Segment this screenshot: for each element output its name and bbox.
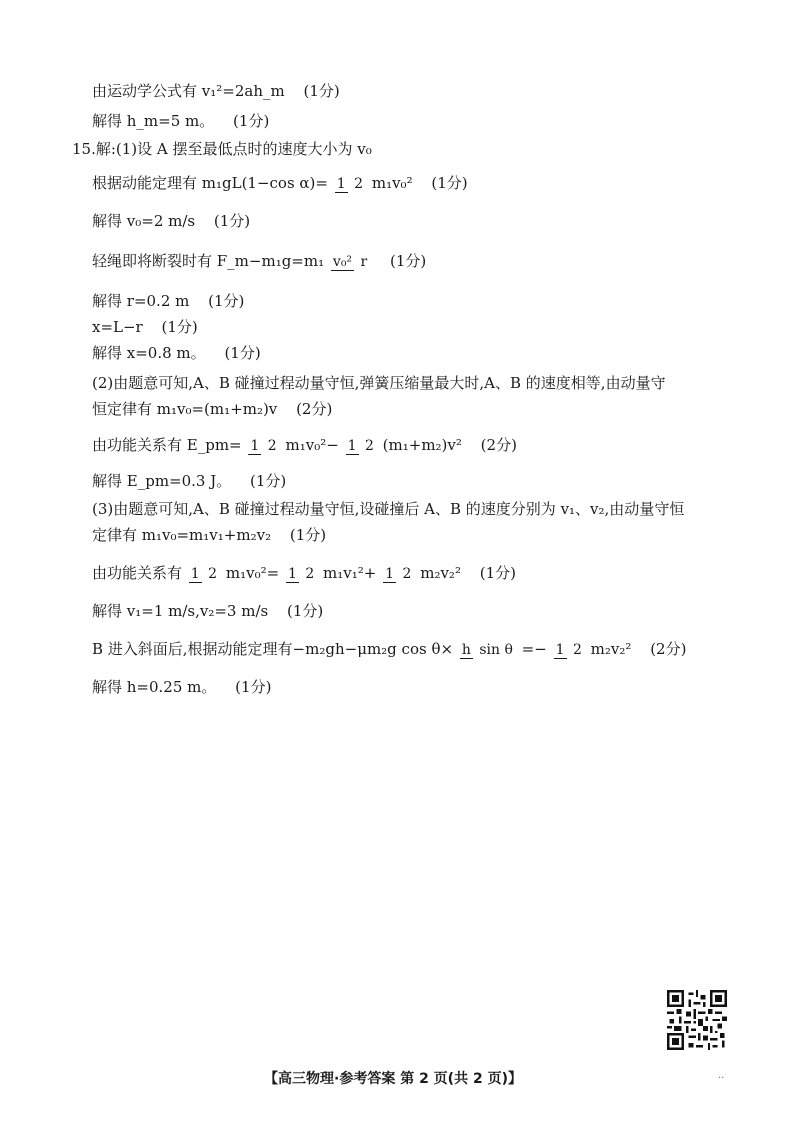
corner-mark: .. [718, 1070, 725, 1081]
line-momentum-2 [92, 524, 326, 546]
formula-text: B 进入斜面后,根据动能定理有−m₂gh−μm₂g cos θ× [92, 640, 454, 658]
score-label: (1分) [479, 564, 516, 582]
fraction-numerator: 1 [287, 565, 297, 582]
formula-text: 由运动学公式有 v₁²=2ah_m [92, 82, 285, 100]
formula-text: =− [521, 640, 547, 658]
score-label: (1分) [289, 526, 327, 544]
fraction [346, 438, 376, 455]
fraction-denominator: 2 [402, 565, 412, 582]
formula-text: m₂v₂² [420, 564, 461, 582]
score-label: (2分) [296, 400, 333, 418]
formula-text: 由功能关系有 [92, 564, 183, 582]
formula-text: 解得 v₀=2 m/s [92, 212, 196, 230]
formula-text: 解得 h_m=5 m。 [92, 112, 215, 130]
score-label: (1分) [233, 112, 270, 130]
formula-text: 由功能关系有 E_pm= [92, 436, 242, 454]
question-text: 15.解:(1)设 A 摆至最低点时的速度大小为 v₀ [72, 140, 372, 158]
formula-text: 恒定律有 m₁v₀=(m₁+m₂)v [92, 400, 278, 418]
formula-text: 定律有 m₁v₀=m₁v₁+m₂v₂ [92, 526, 272, 544]
line-solve-v1-v2 [92, 600, 323, 622]
score-label: (1分) [303, 82, 340, 100]
line-solve-h [92, 676, 271, 698]
formula-text: 解得 E_pm=0.3 J。 [92, 472, 232, 490]
line-part2-intro [92, 372, 666, 394]
fraction [460, 642, 515, 659]
formula-text: 解得 r=0.2 m [92, 292, 190, 310]
fraction-denominator: 2 [354, 175, 364, 192]
fraction-denominator: r [360, 253, 368, 270]
fraction-numerator: 1 [347, 437, 357, 454]
line-slope-energy [92, 638, 686, 660]
fraction-numerator: 1 [250, 437, 260, 454]
line-solve-r [92, 290, 244, 312]
formula-text: 轻绳即将断裂时有 F_m−m₁g=m₁ [92, 252, 325, 270]
fraction-numerator: 1 [385, 565, 395, 582]
formula-text: m₁v₁²+ [323, 564, 377, 582]
paragraph-text: (3)由题意可知,A、B 碰撞过程动量守恒,设碰撞后 A、B 的速度分别为 v₁、v₂,由动量守恒 [92, 500, 685, 518]
fraction-numerator: v₀² [332, 253, 353, 270]
line-solve-v0 [92, 210, 250, 232]
line-kinematics [92, 80, 340, 102]
page-footer: 【高三物理·参考答案 第 2 页(共 2 页)】 [264, 1071, 522, 1087]
fraction-numerator: 1 [555, 641, 565, 658]
fraction-numerator: 1 [336, 175, 346, 192]
line-part3-intro [92, 498, 684, 520]
fraction [335, 176, 365, 193]
line-energy-relation-1 [92, 434, 517, 456]
line-x-expression [92, 316, 198, 338]
line-momentum-1 [92, 398, 332, 420]
score-label: (1分) [213, 212, 251, 230]
score-label: (2分) [480, 436, 517, 454]
fraction-numerator: h [461, 641, 471, 658]
fraction [554, 642, 584, 659]
line-solve-hm [92, 110, 269, 132]
qr-code-icon [667, 990, 727, 1050]
formula-text: 解得 h=0.25 m。 [92, 678, 217, 696]
formula-text: 解得 v₁=1 m/s,v₂=3 m/s [92, 602, 269, 620]
score-label: (1分) [250, 472, 287, 490]
formula-text: m₁v₀² [371, 174, 413, 192]
score-label: (1分) [224, 344, 261, 362]
line-solve-epm [92, 470, 286, 492]
line-energy-theorem [92, 172, 468, 194]
fraction [286, 566, 316, 583]
fraction [331, 254, 369, 271]
fraction-denominator: sin θ [479, 641, 513, 658]
fraction-denominator: 2 [208, 565, 218, 582]
score-label: (2分) [650, 640, 687, 658]
fraction-numerator: 1 [190, 565, 200, 582]
score-label: (1分) [287, 602, 324, 620]
fraction-denominator: 2 [364, 437, 374, 454]
formula-text: m₁v₀²− [285, 436, 339, 454]
paragraph-text: (2)由题意可知,A、B 碰撞过程动量守恒,弹簧压缩量最大时,A、B 的速度相等,由动量守 [92, 374, 666, 392]
score-label: (1分) [431, 174, 468, 192]
formula-text: m₁v₀²= [225, 564, 280, 582]
line-rope-break [92, 250, 426, 272]
formula-text: (m₁+m₂)v² [382, 436, 462, 454]
fraction [189, 566, 219, 583]
fraction [248, 438, 278, 455]
score-label: (1分) [389, 252, 427, 270]
fraction-denominator: 2 [267, 437, 277, 454]
formula-text: m₂v₂² [590, 640, 632, 658]
score-label: (1分) [208, 292, 245, 310]
line-energy-relation-2 [92, 562, 516, 584]
line-solve-x [92, 342, 261, 364]
formula-text: x=L−r [92, 318, 143, 336]
fraction [383, 566, 413, 583]
fraction-denominator: 2 [572, 641, 582, 658]
score-label: (1分) [161, 318, 198, 336]
formula-text: 根据动能定理有 m₁gL(1−cos α)= [92, 174, 328, 192]
score-label: (1分) [235, 678, 272, 696]
fraction-denominator: 2 [305, 565, 315, 582]
formula-text: 解得 x=0.8 m。 [92, 344, 206, 362]
question-15-heading [72, 138, 372, 160]
